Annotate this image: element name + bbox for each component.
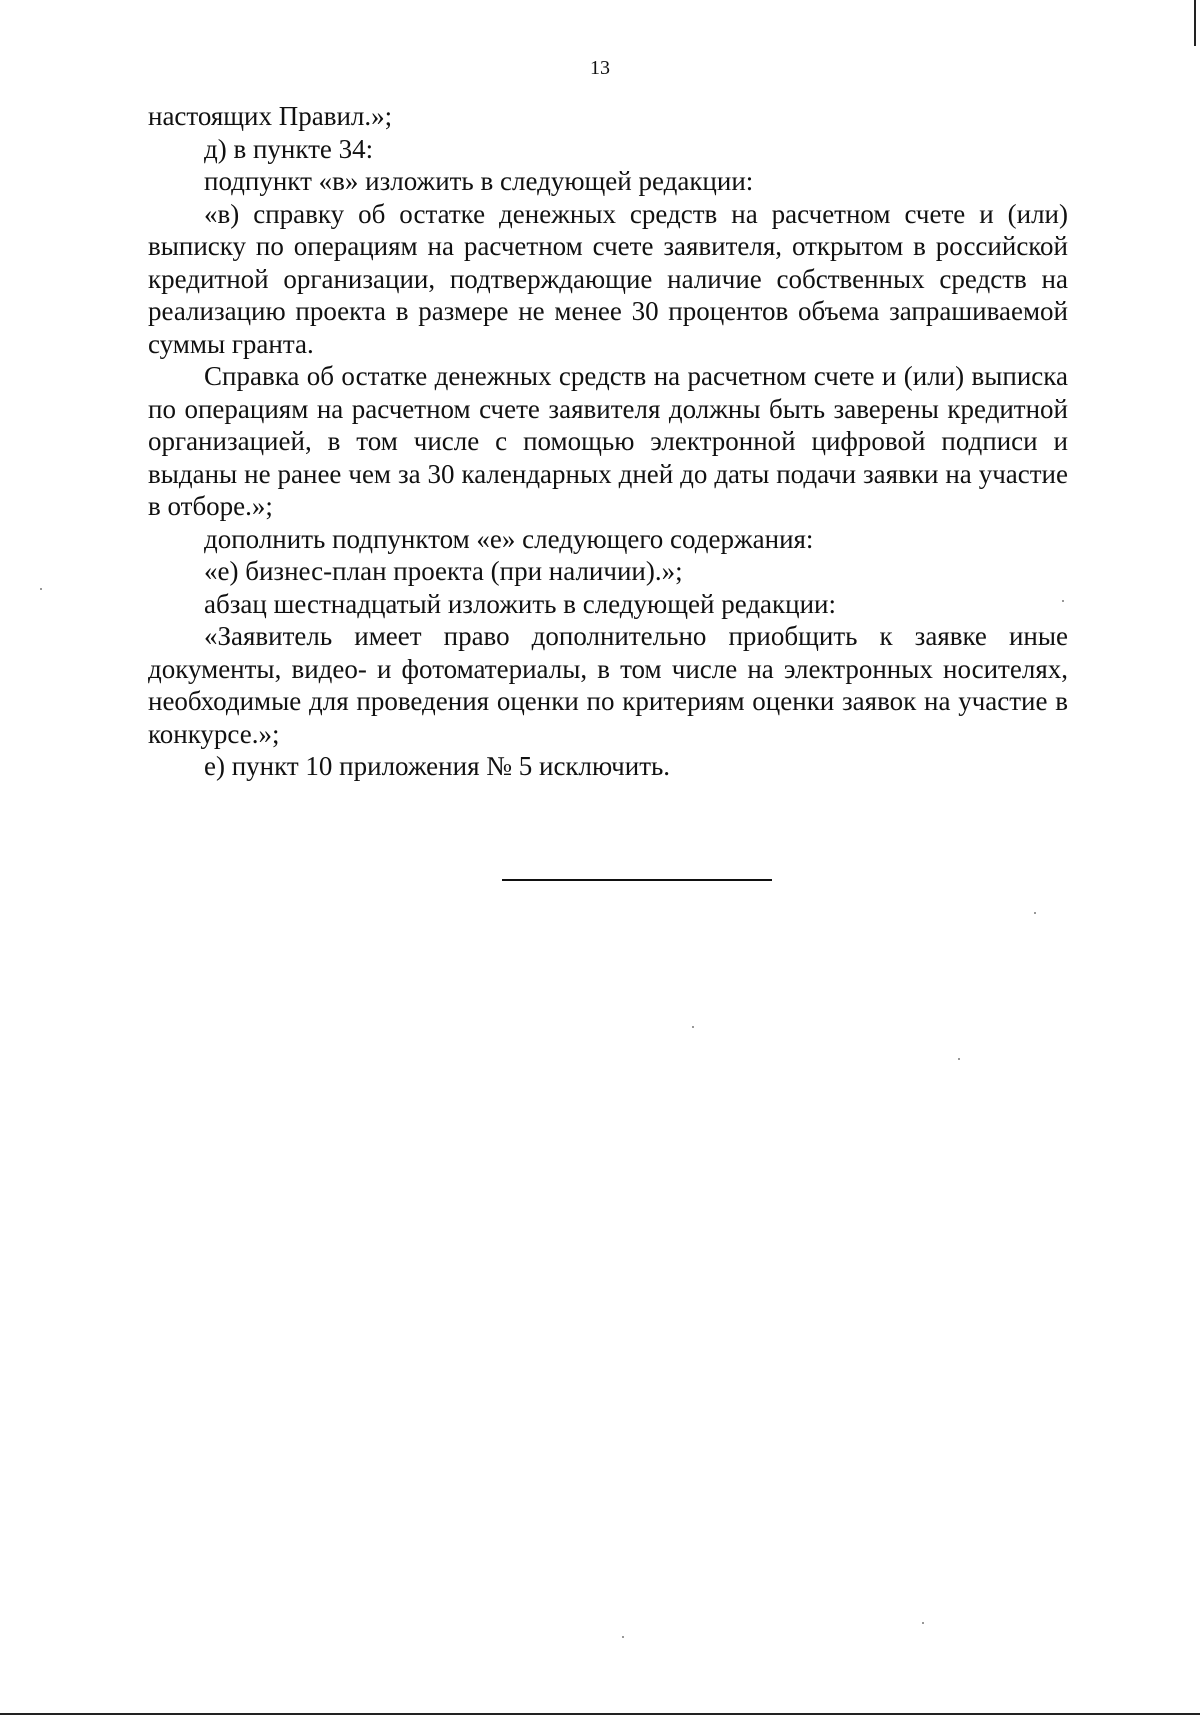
- document-body: [148, 100, 1068, 783]
- scan-speck: [622, 1636, 624, 1638]
- paragraph-9: «Заявитель имеет право дополнительно приобщить к заявке иные документы, видео- и фотоматериалы, в том числе на электронных носителях, необходимые для проведения оценки по критериям оценки заявок на участие в конкурсе.»;: [148, 621, 1068, 749]
- scan-edge-line-bottom: [0, 1713, 1200, 1715]
- paragraph-3: подпункт «в» изложить в следующей редакции:: [204, 166, 754, 196]
- end-separator-line: [502, 879, 772, 881]
- page-number: 13: [590, 57, 610, 79]
- scan-edge-line-right: [1194, 0, 1196, 46]
- scan-speck: [692, 1026, 694, 1028]
- paragraph-4: «в) справку об остатке денежных средств на расчетном счете и (или) выписку по операциям на расчетном счете заявителя, открытом в российской кредитной организации, подтверждающие наличие собственных средств на реализацию проекта в размере не менее 30 процентов объема запрашиваемой суммы гранта.: [148, 198, 1068, 359]
- scan-speck: [40, 588, 42, 590]
- scan-speck: [922, 1622, 924, 1624]
- paragraph-7: «е) бизнес-план проекта (при наличии).»;: [204, 556, 683, 586]
- paragraph-2: д) в пункте 34:: [204, 133, 374, 164]
- paragraph-6: дополнить подпунктом «е» следующего содержания:: [204, 523, 814, 554]
- paragraph-10: е) пункт 10 приложения № 5 исключить.: [204, 751, 671, 781]
- scan-speck: [958, 1058, 960, 1060]
- paragraph-8: абзац шестнадцатый изложить в следующей редакции:: [204, 588, 837, 619]
- paragraph-1: настоящих Правил.»;: [148, 101, 393, 131]
- scan-speck: [1062, 600, 1064, 602]
- paragraph-5: Справка об остатке денежных средств на расчетном счете и (или) выписка по операциям на расчетном счете заявителя должны быть заверены кредитной организацией, в том числе с помощью электронной цифровой подписи и выданы не ранее чем за 30 календарных дней до даты подачи заявки на участие в отборе.»;: [148, 361, 1068, 521]
- scan-speck: [1034, 912, 1036, 914]
